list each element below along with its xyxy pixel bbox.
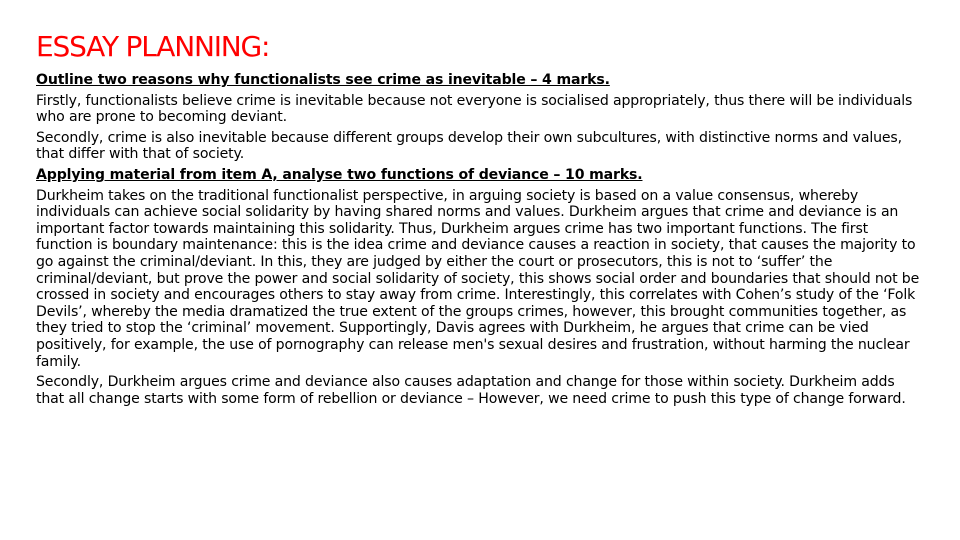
answer-paragraph-1: Firstly, functionalists believe crime is inevitable because not everyone is socialised appropriately, thus there will be individuals who are prone to becoming deviant. — [36, 92, 913, 126]
slide-title: ESSAY PLANNING: — [36, 30, 270, 63]
question-heading-2: Applying material from item A, analyse two functions of deviance – 10 marks. — [36, 166, 643, 183]
question-heading-1: Outline two reasons why functionalists see crime as inevitable – 4 marks. — [36, 72, 610, 88]
answer-paragraph-3: Durkheim takes on the traditional functionalist perspective, in arguing society is based on a value consensus, whereby individuals can achieve social solidarity by having shared norms and values. Durkheim argues that crime and deviance is an important factor towards maintaining this solidarity. Thus, Durkheim argues crime has two important functions. The first function is boundary maintenance: this is the idea crime and deviance causes a reaction in society, that causes the majority to go against the criminal/deviant. In this, they are judged by either the court or prosecutors, this is not to ‘suffer’ the criminal/deviant, but prove the power and social solidarity of society, this shows social order and boundaries that should not be crossed in society and encourages others to stay away from crime. Interestingly, this correlates with Cohen’s study of the ‘Folk Devils’, whereby the media dramatized the true extent of the groups crimes, however, this brought communities together, as they tried to stop the ‘criminal’ movement. Supportingly, Davis agrees with Durkheim, he argues that crime can be vied positively, for example, the use of pornography can release men's sexual desires and frustration, without harming the nuclear family. — [36, 187, 920, 370]
answer-paragraph-2: Secondly, crime is also inevitable because different groups develop their own subcultures, with distinctive norms and values, that differ with that of society. — [36, 129, 902, 163]
slide-body — [36, 72, 926, 411]
answer-paragraph-4: Secondly, Durkheim argues crime and deviance also causes adaptation and change for those within society. Durkheim adds that all change starts with some form of rebellion or deviance – However, we need crime to push this type of change forward. — [36, 374, 906, 407]
